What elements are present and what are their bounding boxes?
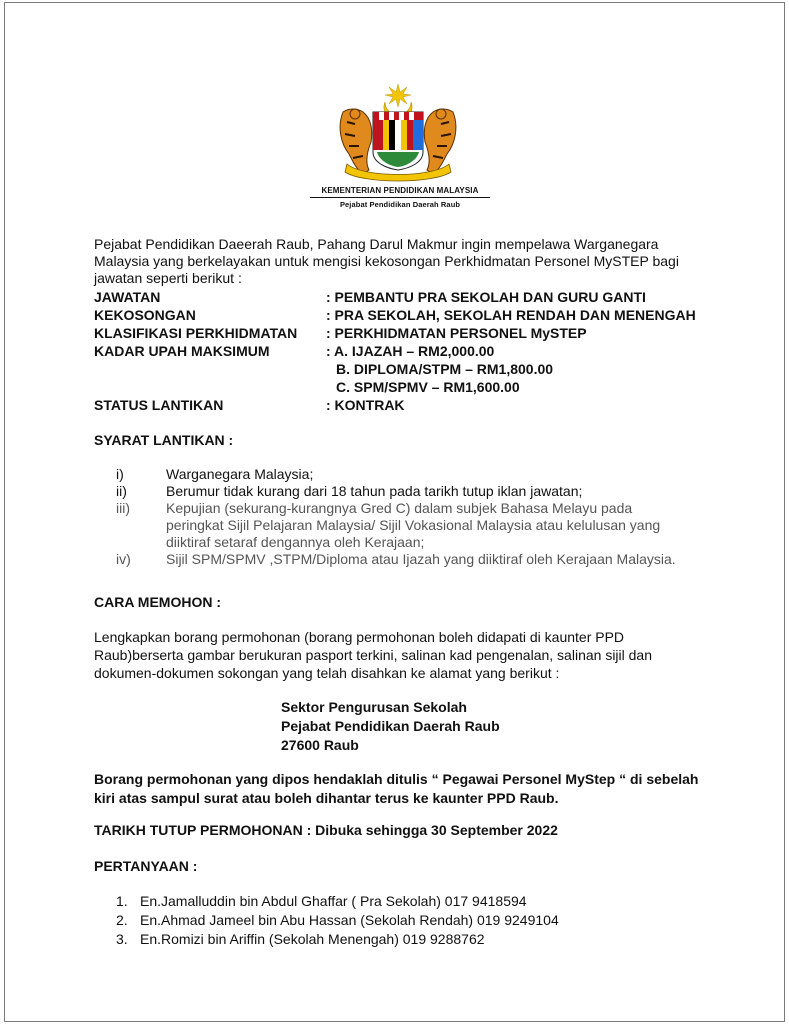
info-row-kadar <box>94 343 714 361</box>
status-value: : KONTRAK <box>326 397 405 413</box>
list-item <box>116 551 706 568</box>
list-item-number: iii) <box>116 500 130 516</box>
list-item-number: ii) <box>116 483 127 499</box>
job-info-table <box>94 289 714 415</box>
coat-of-arms-logo <box>333 82 463 182</box>
list-item <box>116 466 706 483</box>
list-item <box>116 892 559 911</box>
cara-paragraph: Lengkapkan borang permohonan (borang permohonan boleh didapati di kaunter PPD Raub)berserta gambar berukuran pasport terkini, salinan kad pengenalan, salinan sijil dan dokumen-dokumen sokongan yang telah disahkan ke alamat yang berikut : <box>94 629 653 681</box>
klasifikasi-value: : PERKHIDMATAN PERSONEL MySTEP <box>326 325 587 341</box>
list-item-number: 1. <box>116 893 128 909</box>
info-row-kekosongan <box>94 307 714 325</box>
letterhead-divider <box>310 197 490 198</box>
jawatan-label: JAWATAN <box>94 289 161 305</box>
list-item <box>116 911 559 930</box>
closing-date: TARIKH TUTUP PERMOHONAN : Dibuka sehingga 30 September 2022 <box>94 822 558 838</box>
info-row-klasifikasi <box>94 325 714 343</box>
address-line-2: Pejabat Pendidikan Daerah Raub <box>281 718 500 734</box>
kadar-label: KADAR UPAH MAKSIMUM <box>94 343 270 359</box>
info-row-status <box>94 397 714 415</box>
list-item <box>116 483 706 500</box>
kekosongan-label: KEKOSONGAN <box>94 307 196 323</box>
cara-heading: CARA MEMOHON : <box>94 594 222 610</box>
address-line-1: Sektor Pengurusan Sekolah <box>281 699 467 715</box>
contact-list <box>116 892 559 949</box>
list-item-number: iv) <box>116 551 131 567</box>
kekosongan-value: : PRA SEKOLAH, SEKOLAH RENDAH DAN MENENGAH <box>326 307 696 323</box>
status-label: STATUS LANTIKAN <box>94 397 224 413</box>
list-item-number: 2. <box>116 912 128 928</box>
jawatan-value: : PEMBANTU PRA SEKOLAH DAN GURU GANTI <box>326 289 646 305</box>
contact-text: En.Jamalluddin bin Abdul Ghaffar ( Pra Sekolah) 017 9418594 <box>140 893 527 909</box>
info-row-kadar-c <box>94 379 714 397</box>
info-row-jawatan <box>94 289 714 307</box>
contact-text: En.Romizi bin Ariffin (Sekolah Menengah) 019 9288762 <box>140 931 485 947</box>
list-item-text: Sijil SPM/SPMV ,STPM/Diploma atau Ijazah yang diiktiraf oleh Kerajaan Malaysia. <box>166 551 676 567</box>
klasifikasi-label: KLASIFIKASI PERKHIDMATAN <box>94 325 298 341</box>
list-item <box>116 500 706 551</box>
list-item-number: i) <box>116 466 124 482</box>
kadar-value-b: B. DIPLOMA/STPM – RM1,800.00 <box>336 361 554 377</box>
list-item-text: Kepujian (sekurang-kurangnya Gred C) dalam subjek Bahasa Melayu pada peringkat Sijil Pelajaran Malaysia/ Sijil Vokasional Malaysia atau kelulusan yang diiktiraf setaraf dengannya oleh Kerajaan; <box>166 500 661 550</box>
list-item-text: Berumur tidak kurang dari 18 tahun pada tarikh tutup iklan jawatan; <box>166 483 583 499</box>
list-item <box>116 930 559 949</box>
info-row-kadar-b <box>94 361 714 379</box>
address-block <box>281 698 500 755</box>
letterhead <box>300 186 500 209</box>
kadar-value-a: : A. IJAZAH – RM2,000.00 <box>326 343 495 359</box>
notice-paragraph: Borang permohonan yang dipos hendaklah ditulis “ Pegawai Personel MyStep “ di sebelah kiri atas sampul surat atau boleh dihantar terus ke kaunter PPD Raub. <box>94 771 699 806</box>
contact-text: En.Ahmad Jameel bin Abu Hassan (Sekolah Rendah) 019 9249104 <box>140 912 559 928</box>
office-name: Pejabat Pendidikan Daerah Raub <box>339 200 461 209</box>
intro-paragraph: Pejabat Pendidikan Daeerah Raub, Pahang Darul Makmur ingin mempelawa Warganegara Malaysia yang berkelayakan untuk mengisi kekosongan Perkhidmatan Personel MySTEP bagi jawatan seperti berikut : <box>94 236 679 286</box>
syarat-heading: SYARAT LANTIKAN : <box>94 432 234 448</box>
kadar-value-c: C. SPM/SPMV – RM1,600.00 <box>336 379 520 395</box>
pertanyaan-heading: PERTANYAAN : <box>94 858 198 874</box>
list-item-text: Warganegara Malaysia; <box>166 466 314 482</box>
syarat-list <box>116 466 706 568</box>
ministry-name: KEMENTERIAN PENDIDIKAN MALAYSIA <box>321 186 479 195</box>
list-item-number: 3. <box>116 931 128 947</box>
address-line-3: 27600 Raub <box>281 737 359 753</box>
